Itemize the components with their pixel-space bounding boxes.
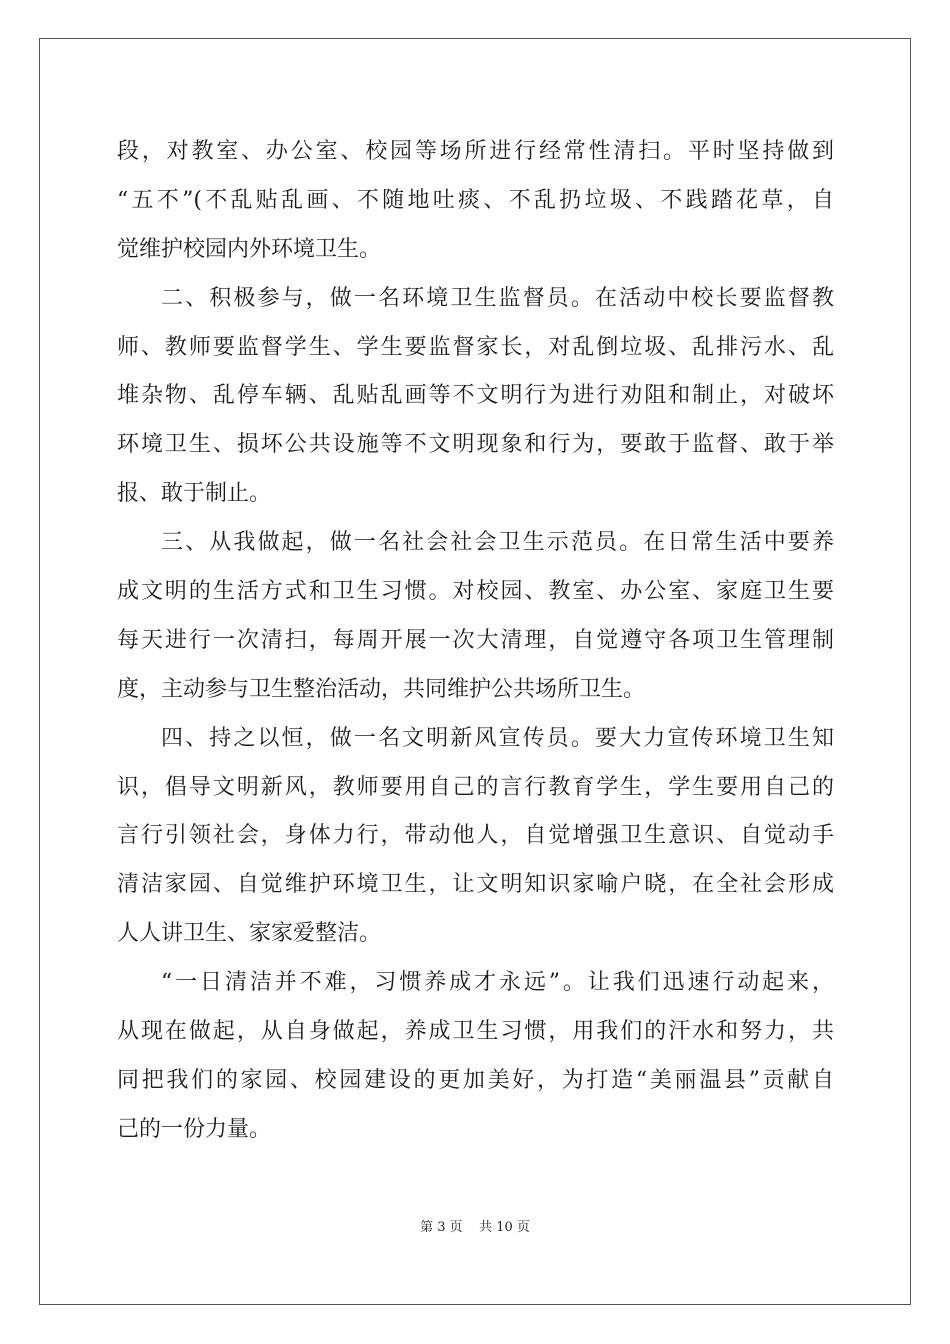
text-line: 觉维护校园内外环境卫生。: [117, 236, 382, 262]
text-line: 从现在做起，从自身做起，养成卫生习惯，用我们的汗水和努力，共: [117, 1019, 834, 1045]
text-line: 报、敢于制止。: [117, 481, 272, 507]
text-line: 环境卫生、损坏公共设施等不文明现象和行为，要敢于监督、敢于举: [117, 432, 834, 458]
paragraph-start-line: 四、持之以恒，做一名文明新风宣传员。要大力宣传环境卫生知: [161, 725, 834, 751]
text-line: 师、教师要监督学生、学生要监督家长，对乱倒垃圾、乱排污水、乱: [117, 334, 834, 360]
page-number-footer: 第 3 页 共 10 页: [420, 1220, 530, 1235]
text-line: 言行引领社会，身体力行，带动他人，自觉增强卫生意识、自觉动手: [117, 823, 834, 849]
text-line: 度，主动参与卫生整治活动，共同维护公共场所卫生。: [117, 676, 646, 702]
document-body: [117, 128, 834, 1155]
paragraph-start-line: “一日清洁并不难，习惯养成才永远”。让我们迅速行动起来，: [161, 970, 834, 996]
text-line: “五不”(不乱贴乱画、不随地吐痰、不乱扔垃圾、不践踏花草，自: [117, 187, 834, 213]
text-line: 成文明的生活方式和卫生习惯。对校园、教室、办公室、家庭卫生要: [117, 579, 834, 605]
text-line: 每天进行一次清扫，每周开展一次大清理，自觉遵守各项卫生管理制: [117, 627, 834, 653]
text-line: 己的一份力量。: [117, 1116, 272, 1142]
text-line: 清洁家园、自觉维护环境卫生，让文明知识家喻户晓，在全社会形成: [117, 872, 834, 898]
paragraph-start-line: 三、从我做起，做一名社会社会卫生示范员。在日常生活中要养: [161, 530, 834, 556]
text-line: 人人讲卫生、家家爱整洁。: [117, 921, 382, 947]
text-line: 堆杂物、乱停车辆、乱贴乱画等不文明行为进行劝阻和制止，对破坏: [117, 383, 834, 409]
paragraph-start-line: 二、积极参与，做一名环境卫生监督员。在活动中校长要监督教: [161, 285, 834, 311]
text-line: 段，对教室、办公室、校园等场所进行经常性清扫。平时坚持做到: [117, 139, 834, 164]
text-line: 同把我们的家园、校园建设的更加美好，为打造“美丽温县”贡献自: [117, 1067, 834, 1093]
text-line: 识，倡导文明新风，教师要用自己的言行教育学生，学生要用自己的: [117, 774, 834, 800]
